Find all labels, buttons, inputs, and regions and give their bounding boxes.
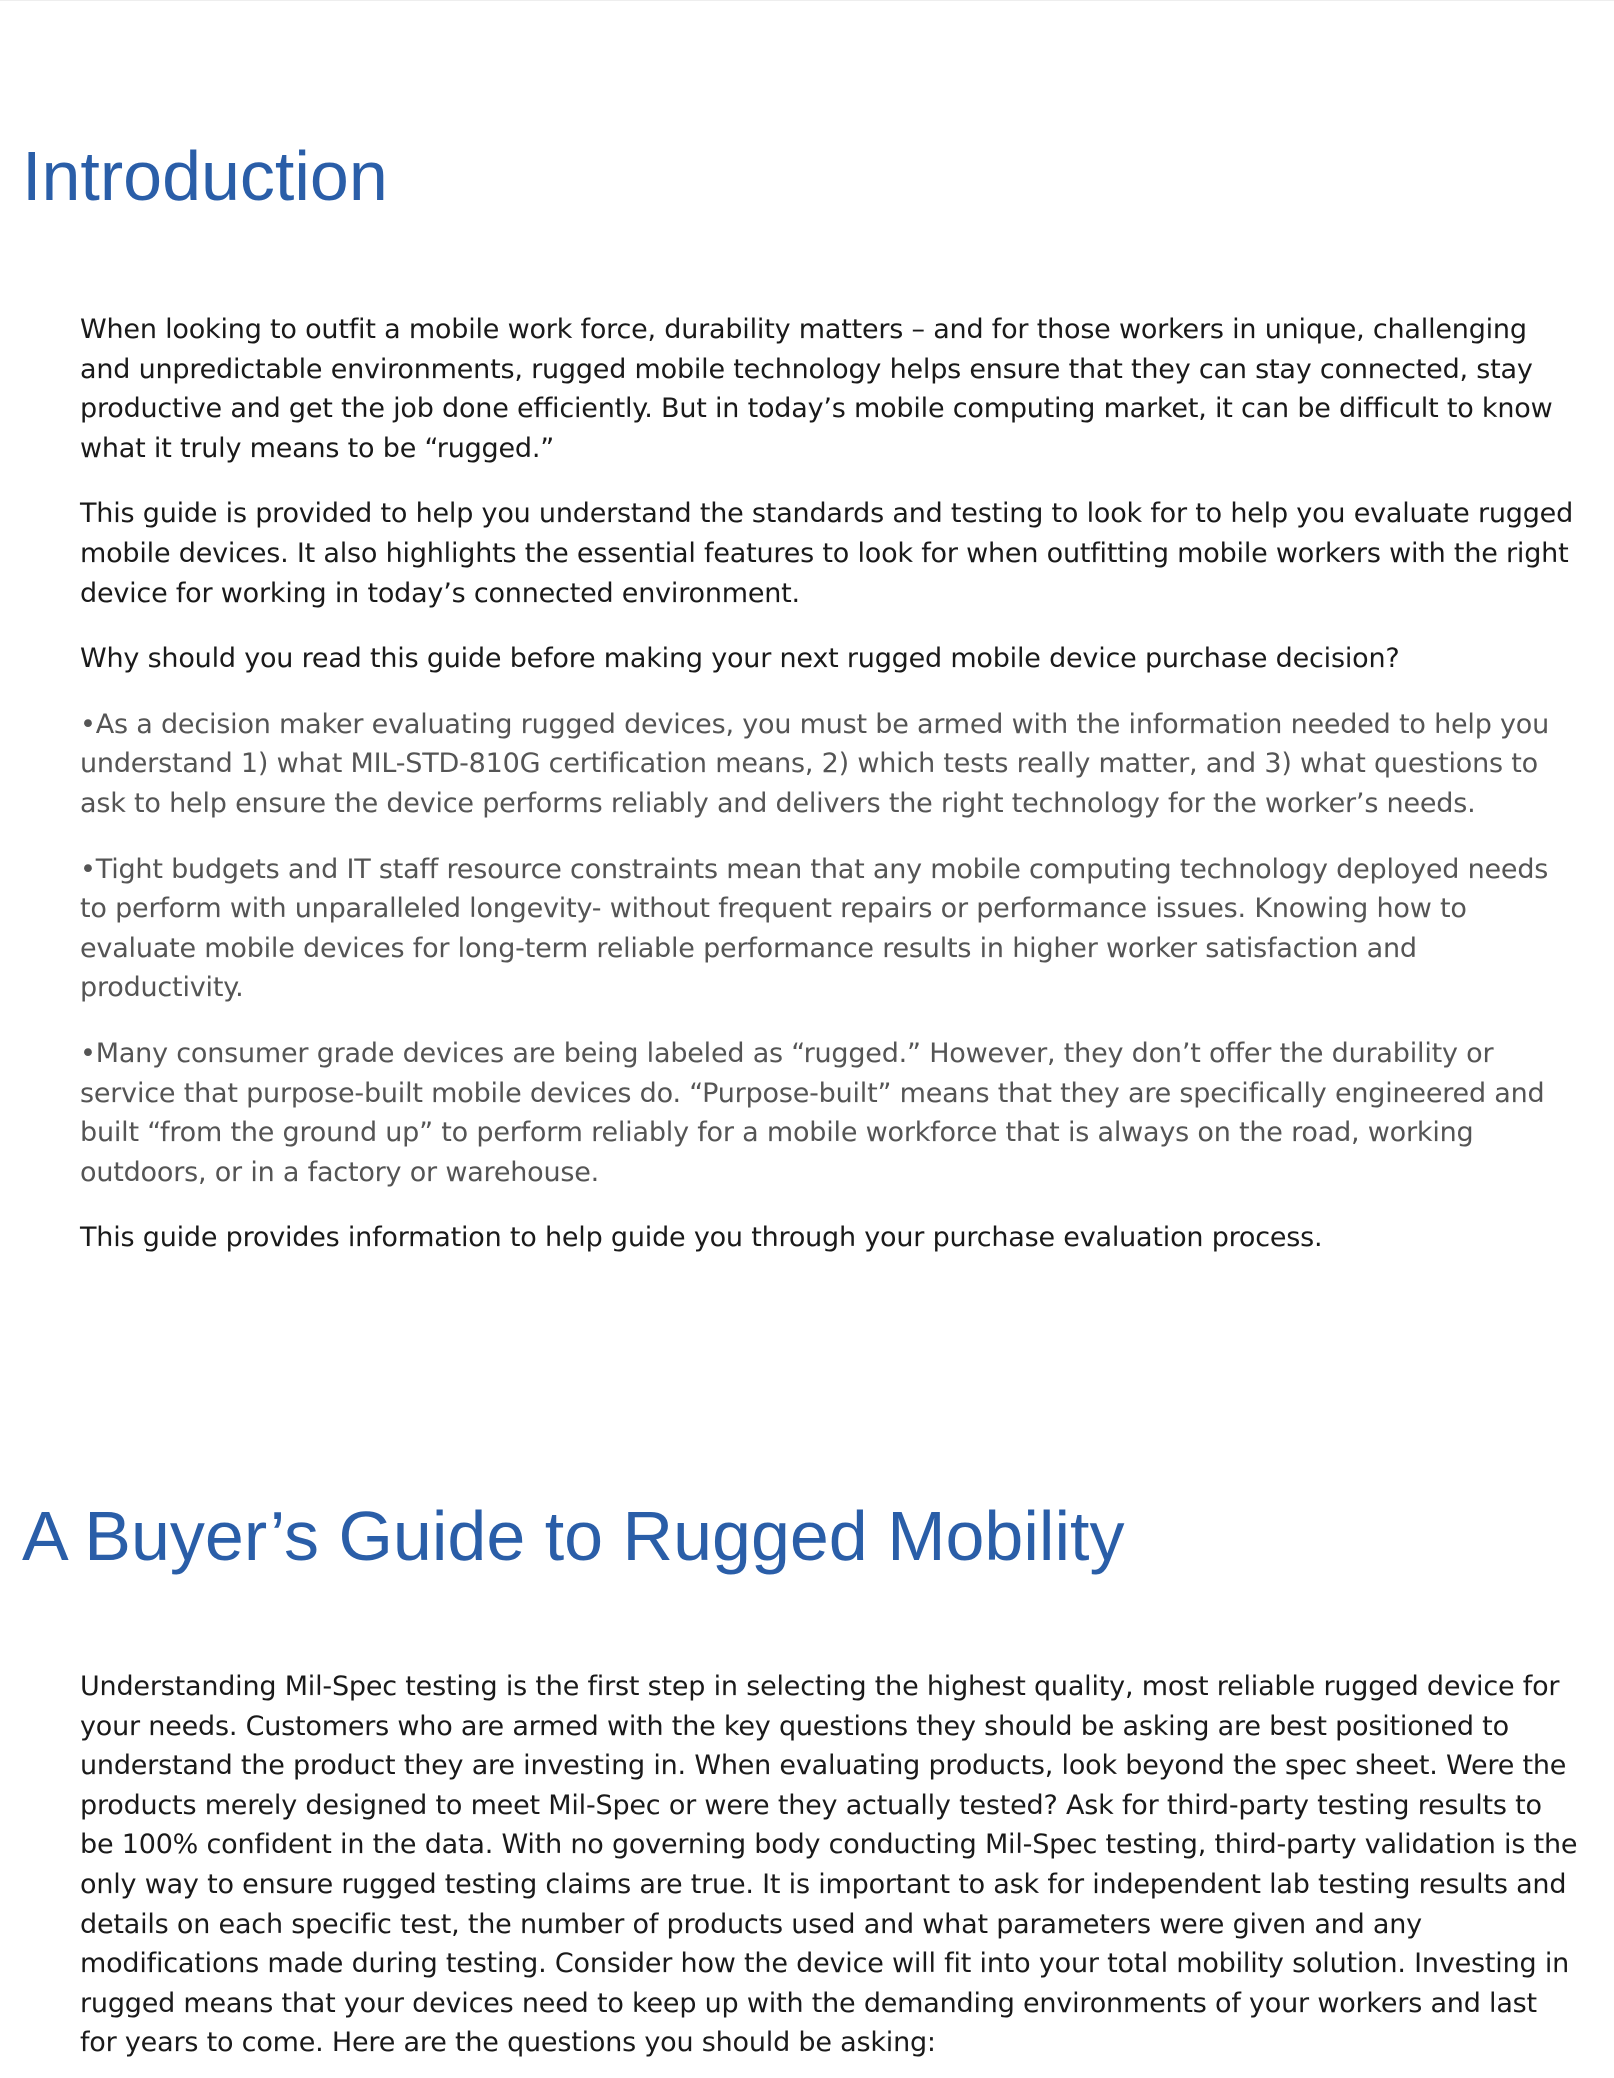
introduction-heading: Introduction [22,137,388,215]
intro-paragraph-1: When looking to outfit a mobile work force, durability matters – and for those workers in unique, challenging and unpredictable environments, rugged mobile technology helps ensure that they can stay connected, stay productive and get the job done efficiently. But in today’s mobile computing market, it can be difficult to know what it truly means to be “rugged.” [80,314,1553,464]
intro-closing-paragraph: This guide provides information to help guide you through your purchase evaluation process. [80,1222,1323,1254]
intro-paragraph-2: This guide is provided to help you understand the standards and testing to look for to help you evaluate rugged mobile devices. It also highlights the essential features to look for when outfitting mobile workers with the right device for working in today’s connected environment. [80,498,1574,609]
introduction-section [80,310,1580,1258]
intro-bullet-1: •As a decision maker evaluating rugged devices, you must be armed with the information needed to help you understand 1) what MIL-STD-810G certification means, 2) which tests really matter, and 3) what questions to ask to help ensure the device performs reliably and delivers the right technology for the worker’s needs. [80,708,1550,819]
intro-bullet-2: •Tight budgets and IT staff resource constraints mean that any mobile computing technology deployed needs to perform with unparalleled longevity- without frequent repairs or performance issues. Knowing how to evaluate mobile devices for long-term reliable performance results in higher worker satisfaction and productivity. [80,853,1549,1004]
buyers-guide-section [80,1667,1580,2063]
buyers-guide-heading: A Buyer’s Guide to Rugged Mobility [22,1497,1125,1575]
buyers-guide-paragraph: Understanding Mil-Spec testing is the first step in selecting the highest quality, most reliable rugged device for your needs. Customers who are armed with the key questions they should be asking are best positioned to understand the product they are investing in. When evaluating products, look beyond the spec sheet. Were the products merely designed to meet Mil-Spec or were they actually tested? Ask for third-party testing results to be 100% confident in the data. With no governing body conducting Mil-Spec testing, third-party validation is the only way to ensure rugged testing claims are true. It is important to ask for independent lab testing results and details on each specific test, the number of products used and what parameters were given and any modifications made during testing. Consider how the device will fit into your total mobility solution. Investing in rugged means that your devices need to keep up with the demanding environments of your workers and last for years to come. Here are the questions you should be asking: [80,1671,1578,2059]
intro-paragraph-3: Why should you read this guide before making your next rugged mobile device purchase decision? [80,643,1400,675]
intro-bullet-3: •Many consumer grade devices are being labeled as “rugged.” However, they don’t offer the durability or service that purpose-built mobile devices do. “Purpose-built” means that they are specifically engineered and built “from the ground up” to perform reliably for a mobile workforce that is always on the road, working outdoors, or in a factory or warehouse. [80,1037,1545,1188]
top-divider [0,0,1614,1]
